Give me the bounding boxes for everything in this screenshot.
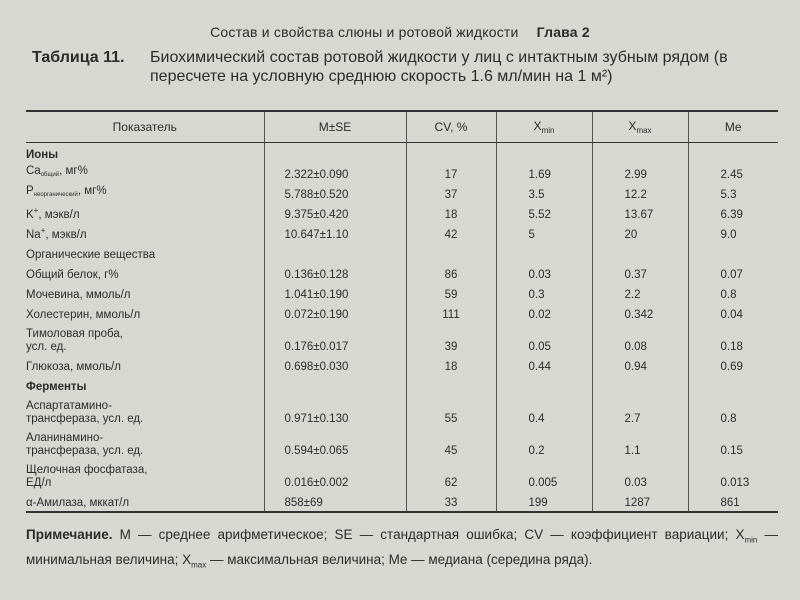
table-row	[26, 203, 778, 223]
cell-mean-se: 10.647±1.10	[264, 223, 406, 243]
cell-indicator	[26, 491, 264, 512]
cell-me: 0.013	[688, 459, 778, 491]
cell-me	[688, 143, 778, 164]
header-xmin	[496, 111, 592, 143]
cell-cv	[406, 143, 496, 164]
note-part-2: — минимальная величина; X	[26, 527, 778, 567]
table-row	[26, 263, 778, 283]
table-row	[26, 395, 778, 427]
note-part-3: — максимальная величина; Me — медиана (середина ряда).	[206, 551, 593, 567]
indicator-name: Мочевина, ммоль/л	[26, 289, 131, 301]
cell-xmax: 0.94	[592, 355, 688, 375]
cell-cv: 59	[406, 283, 496, 303]
table-row	[26, 375, 778, 395]
table-row	[26, 323, 778, 355]
cell-xmin: 0.005	[496, 459, 592, 491]
indicator-unit: , мэкв/л	[38, 209, 80, 221]
cell-mean-se: 0.176±0.017	[264, 323, 406, 355]
table-row	[26, 427, 778, 459]
cell-xmax: 13.67	[592, 203, 688, 223]
header-xmax-sub: max	[636, 126, 652, 135]
cell-me: 861	[688, 491, 778, 512]
table-row	[26, 243, 778, 263]
header-me: Me	[688, 111, 778, 143]
cell-mean-se	[264, 243, 406, 263]
cell-xmin	[496, 243, 592, 263]
table-header-row	[26, 111, 778, 143]
cell-mean-se: 9.375±0.420	[264, 203, 406, 223]
cell-indicator	[26, 427, 264, 459]
cell-xmin: 5	[496, 223, 592, 243]
header-xmin-sub: min	[541, 126, 555, 135]
cell-xmax: 0.342	[592, 303, 688, 323]
cell-mean-se	[264, 375, 406, 395]
cell-xmin: 0.2	[496, 427, 592, 459]
indicator-name-line2: усл. ед.	[26, 341, 67, 353]
cell-cv: 33	[406, 491, 496, 512]
table-number: Таблица 11.	[32, 49, 125, 66]
indicator-name: P	[26, 185, 34, 197]
cell-indicator	[26, 203, 264, 223]
cell-xmax	[592, 143, 688, 164]
indicator-name: Холестерин, ммоль/л	[26, 309, 141, 321]
indicator-name: Аспартатамино-	[26, 400, 112, 412]
indicator-subscript: общий	[40, 172, 60, 178]
cell-xmin: 0.05	[496, 323, 592, 355]
cell-mean-se: 0.136±0.128	[264, 263, 406, 283]
cell-mean-se: 0.594±0.065	[264, 427, 406, 459]
cell-cv: 62	[406, 459, 496, 491]
table-row	[26, 491, 778, 512]
cell-xmax: 0.37	[592, 263, 688, 283]
cell-me: 0.69	[688, 355, 778, 375]
cell-me: 0.8	[688, 395, 778, 427]
cell-cv: 111	[406, 303, 496, 323]
indicator-name: Ферменты	[26, 381, 87, 393]
table-caption	[32, 48, 782, 86]
header-cv: CV, %	[406, 111, 496, 143]
indicator-name-line2: ЕД/л	[26, 477, 52, 489]
table-title: Биохимический состав ротовой жидкости у лиц с интактным зубным рядом (в пересчете на условную среднюю скорость 1.6 мл/мин на 1 м²)	[150, 49, 728, 85]
cell-me: 6.39	[688, 203, 778, 223]
indicator-unit: , мг%	[59, 165, 88, 177]
cell-mean-se: 2.322±0.090	[264, 163, 406, 183]
cell-indicator	[26, 143, 264, 164]
note-label: Примечание.	[26, 527, 113, 542]
chapter-label: Глава 2	[536, 24, 590, 40]
cell-me: 0.8	[688, 283, 778, 303]
indicator-name: Общий белок, г%	[26, 269, 119, 281]
cell-cv: 42	[406, 223, 496, 243]
cell-cv	[406, 375, 496, 395]
cell-xmax	[592, 243, 688, 263]
cell-indicator	[26, 355, 264, 375]
indicator-name: α-Амилаза, мккат/л	[26, 497, 130, 509]
table-row	[26, 143, 778, 164]
table-note	[26, 525, 778, 574]
cell-cv: 18	[406, 355, 496, 375]
cell-xmax: 12.2	[592, 183, 688, 203]
cell-xmin	[496, 375, 592, 395]
table-row	[26, 163, 778, 183]
cell-xmin: 0.44	[496, 355, 592, 375]
indicator-name: Na	[26, 229, 41, 241]
cell-xmax: 1287	[592, 491, 688, 512]
cell-me: 0.15	[688, 427, 778, 459]
cell-indicator	[26, 163, 264, 183]
cell-cv: 55	[406, 395, 496, 427]
cell-mean-se: 1.041±0.190	[264, 283, 406, 303]
cell-indicator	[26, 263, 264, 283]
cell-xmax: 2.7	[592, 395, 688, 427]
cell-mean-se	[264, 143, 406, 164]
indicator-name: Органические вещества	[26, 249, 156, 261]
note-part-1: M — среднее арифметическое; SE — стандартная ошибка; CV — коэффициент вариации; X	[112, 527, 745, 542]
cell-indicator	[26, 243, 264, 263]
note-sub-min: min	[744, 535, 758, 545]
cell-xmax	[592, 375, 688, 395]
cell-mean-se: 858±69	[264, 491, 406, 512]
table-row	[26, 303, 778, 323]
cell-me: 9.0	[688, 223, 778, 243]
cell-cv: 37	[406, 183, 496, 203]
indicator-name: K	[26, 209, 34, 221]
table-row	[26, 283, 778, 303]
indicator-subscript: неорганический	[33, 192, 78, 198]
table-body	[26, 143, 778, 513]
indicator-superscript: +	[40, 226, 46, 236]
table-row	[26, 355, 778, 375]
cell-me: 0.04	[688, 303, 778, 323]
header-indicator: Показатель	[26, 111, 264, 143]
indicator-name: Щелочная фосфатаза,	[26, 464, 148, 476]
cell-mean-se: 0.698±0.030	[264, 355, 406, 375]
cell-xmax: 0.08	[592, 323, 688, 355]
header-xmax-base: X	[628, 119, 637, 133]
cell-xmax: 2.99	[592, 163, 688, 183]
cell-xmax: 1.1	[592, 427, 688, 459]
cell-me: 5.3	[688, 183, 778, 203]
indicator-superscript: +	[33, 206, 39, 216]
cell-me: 0.07	[688, 263, 778, 283]
indicator-name: Тимоловая проба,	[26, 328, 123, 340]
cell-indicator	[26, 459, 264, 491]
header-xmax	[592, 111, 688, 143]
cell-indicator	[26, 283, 264, 303]
indicator-unit: , мэкв/л	[45, 229, 87, 241]
header-mean-se: M±SE	[264, 111, 406, 143]
cell-indicator	[26, 323, 264, 355]
cell-indicator	[26, 303, 264, 323]
indicator-name-line2: трансфераза, усл. ед.	[26, 413, 144, 425]
indicator-name-line2: трансфераза, усл. ед.	[26, 445, 144, 457]
cell-xmax: 0.03	[592, 459, 688, 491]
table-row	[26, 223, 778, 243]
table-row	[26, 459, 778, 491]
cell-me: 2.45	[688, 163, 778, 183]
cell-cv: 45	[406, 427, 496, 459]
cell-cv: 17	[406, 163, 496, 183]
cell-me: 0.18	[688, 323, 778, 355]
cell-mean-se: 5.788±0.520	[264, 183, 406, 203]
indicator-name: Глюкоза, ммоль/л	[26, 361, 121, 373]
cell-xmax: 2.2	[592, 283, 688, 303]
table-row	[26, 183, 778, 203]
indicator-name: Ионы	[26, 149, 59, 161]
cell-xmax: 20	[592, 223, 688, 243]
note-sub-max: max	[191, 560, 207, 570]
cell-indicator	[26, 183, 264, 203]
cell-mean-se: 0.072±0.190	[264, 303, 406, 323]
cell-indicator	[26, 395, 264, 427]
cell-xmin: 199	[496, 491, 592, 512]
indicator-name: Ca	[26, 165, 41, 177]
cell-mean-se: 0.971±0.130	[264, 395, 406, 427]
cell-xmin: 1.69	[496, 163, 592, 183]
cell-indicator	[26, 375, 264, 395]
biochem-table	[26, 110, 778, 513]
cell-xmin: 5.52	[496, 203, 592, 223]
cell-xmin: 0.3	[496, 283, 592, 303]
cell-xmin: 3.5	[496, 183, 592, 203]
cell-mean-se: 0.016±0.002	[264, 459, 406, 491]
cell-indicator	[26, 223, 264, 243]
cell-xmin: 0.02	[496, 303, 592, 323]
cell-me	[688, 243, 778, 263]
cell-me	[688, 375, 778, 395]
cell-cv: 39	[406, 323, 496, 355]
cell-cv	[406, 243, 496, 263]
running-head	[0, 24, 800, 40]
indicator-name: Аланинамино-	[26, 432, 104, 444]
cell-xmin: 0.03	[496, 263, 592, 283]
cell-cv: 86	[406, 263, 496, 283]
cell-cv: 18	[406, 203, 496, 223]
indicator-unit: , мг%	[77, 185, 107, 197]
header-xmin-base: X	[533, 119, 542, 133]
cell-xmin	[496, 143, 592, 164]
running-head-title: Состав и свойства слюны и ротовой жидкости	[210, 24, 519, 40]
cell-xmin: 0.4	[496, 395, 592, 427]
